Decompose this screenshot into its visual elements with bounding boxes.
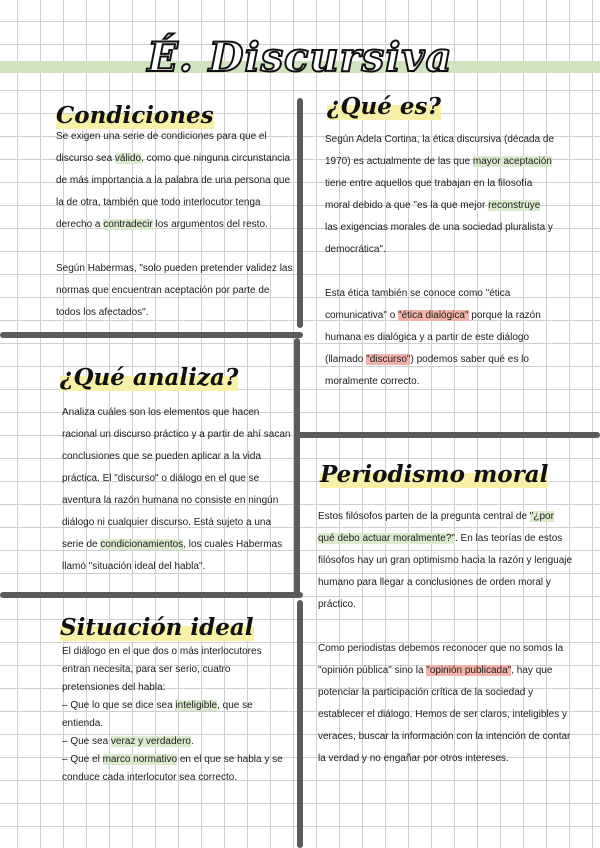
highlight-red: "discurso"	[366, 354, 411, 365]
block-que-analiza	[62, 402, 294, 578]
vertical-divider-bottom	[297, 600, 303, 848]
vertical-divider-top	[297, 98, 303, 328]
text-run: Esta ética también se conoce como "ética comunicativa" o	[325, 288, 511, 321]
highlight-red: "opinión publicada"	[426, 665, 512, 676]
block-condiciones	[56, 126, 294, 324]
text-run: – Que lo que se dice sea	[62, 700, 176, 711]
highlight-green: reconstruye	[488, 200, 541, 211]
text-run: en el que se habla y se conduce cada interlocutor sea correcto.	[62, 754, 283, 783]
text-run: El diálogo en el que dos o más interlocutores entran necesita, para ser serio, cuatro pretensiones del habla:	[62, 646, 262, 693]
highlight-red: "ética dialógica"	[398, 310, 469, 321]
heading-periodismo-moral: Periodismo moral	[320, 461, 549, 488]
block-periodismo-moral	[318, 506, 573, 770]
highlight-green: inteligible	[175, 700, 218, 711]
title-wrap	[0, 34, 600, 91]
text-run: tiene entre aquellos que trabajan en la filosofía moral debido a que "es la que mejor	[325, 178, 533, 211]
text-run: Estos filósofos parten de la pregunta central de	[318, 511, 530, 522]
horizontal-divider-left-1	[0, 332, 303, 338]
heading-situacion-ideal: Situación ideal	[60, 614, 254, 641]
que-es-p1	[325, 129, 555, 261]
block-situacion-ideal	[62, 643, 284, 787]
text-run: – Que el	[62, 754, 103, 765]
heading-condiciones: Condiciones	[56, 102, 214, 129]
text-run: porque la razón humana es dialógica y a partir de este diálogo (llamado	[325, 310, 541, 365]
highlight-green: contradecir	[103, 219, 153, 230]
text-run: , hay que potenciar la participación crítica de la sociedad y establecer el diálogo. Hemos de ser claros, inteligibles y veraces, buscar la información con la intención de contar la verdad y no engañar por otros intereses.	[318, 665, 571, 764]
que-es-p2	[325, 283, 555, 393]
text-run: Como periodistas debemos reconocer que no somos la "opinión pública" sino la	[318, 643, 564, 676]
situacion-item-2	[62, 733, 284, 751]
highlight-green: mayor aceptación	[472, 156, 552, 167]
text-run: los argumentos del resto.	[152, 219, 268, 230]
situacion-p1	[62, 643, 284, 697]
text-run: .	[190, 736, 194, 747]
text-run: Analiza cuáles son los elementos que hacen racional un discurso práctico y a partir de ahí sacan conclusiones que se pueden aplicar a la vida práctica. El "discurso" o diálogo en el que se aventura la razón humana no consiste en ningún diálogo ni cualquier discurso. Está sujeto a una serie de	[62, 407, 291, 550]
periodismo-p2	[318, 638, 573, 770]
situacion-item-3	[62, 751, 284, 787]
highlight-green: condicionamientos	[100, 539, 184, 550]
text-run: , los cuales Habermas llamó "situación ideal del habla".	[62, 539, 283, 572]
horizontal-divider-right	[297, 432, 600, 438]
text-run: . En las teorías de estos filósofos hay un gran optimismo hacia la razón y lenguaje humano para llegar a conclusiones de orden moral y práctico.	[318, 533, 573, 610]
page-title: É. Discursiva	[147, 34, 453, 81]
highlight-green: "¿por qué debo actuar moralmente?"	[318, 511, 554, 544]
text-run: , que se entienda.	[62, 700, 253, 729]
block-que-es	[325, 129, 555, 393]
que-analiza-p1	[62, 402, 294, 578]
highlight-green: veraz y verdadero	[110, 736, 191, 747]
heading-que-es: ¿Qué es?	[327, 93, 441, 120]
text-run: Se exigen una serie de condiciones para que el discurso sea	[56, 131, 267, 164]
periodismo-p1	[318, 506, 573, 616]
heading-que-analiza: ¿Qué analiza?	[60, 364, 239, 391]
condiciones-p1	[56, 126, 294, 236]
highlight-green: válido	[114, 153, 142, 164]
highlight-green: marco normativo	[102, 754, 178, 765]
situacion-item-1	[62, 697, 284, 733]
text-run: Según Adela Cortina, la ética discursiva (década de 1970) es actualmente de las que	[325, 134, 555, 167]
condiciones-p2: Según Habermas, "solo pueden pretender validez las normas que encuentran aceptación por parte de todos los afectados".	[56, 263, 293, 318]
text-run: , como que ninguna circunstancia de más importancia a la palabra de una persona que la de otra, también que todo interlocutor tenga derecho a	[56, 153, 291, 230]
vertical-divider-mid	[294, 338, 300, 598]
text-run: las exigencias morales de una sociedad pluralista y democrática".	[325, 222, 553, 255]
text-run: – Que sea	[62, 736, 111, 747]
text-run: ) podemos saber qué es lo moralmente correcto.	[325, 354, 529, 387]
horizontal-divider-left-2	[0, 592, 303, 598]
